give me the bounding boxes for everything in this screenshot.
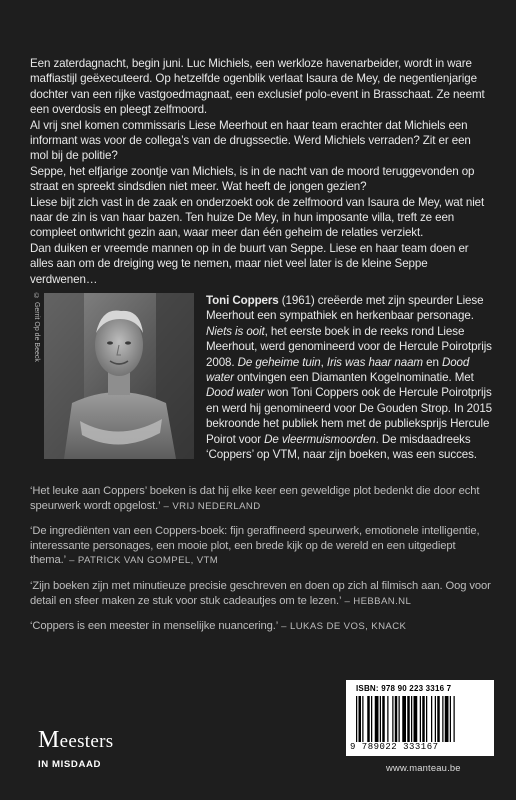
blurb-paragraph: Dan duiken er vreemde mannen op in de buurt van Seppe. Liese en haar team doen er alles aan om de dreiging weg te nemen, maar niet veel later is de kleine Seppe verdwenen… xyxy=(30,241,469,286)
barcode-bar xyxy=(392,696,393,742)
bio-text: ontvingen een Diamanten Kogelnominatie. Met xyxy=(233,371,474,385)
logo-subtitle: IN MISDAAD xyxy=(38,759,102,770)
bio-text: en xyxy=(422,355,442,369)
author-name: Toni Coppers xyxy=(206,294,279,307)
blurb-paragraph: Een zaterdagnacht, begin juni. Luc Michiels, een werkloze havenarbeider, wordt in ware maffiastijl geëxecuteerd. Op hetzelfde ogenblik verlaat Isaura de Mey, de negentienjarige dochter van een rijke vastgoedmagnaat, een exclusief polo-event in Brasschaat. Ze neemt een overdosis en pleegt zelfmoord. xyxy=(30,57,485,117)
barcode-bar xyxy=(437,696,440,742)
barcode-bar xyxy=(371,696,372,742)
barcode-bar xyxy=(359,696,362,742)
quote-text: ‘Coppers is een meester in menselijke nuancering.’ xyxy=(30,620,279,633)
quote-source: – LUKAS DE VOS, KNACK xyxy=(278,621,407,633)
barcode-bar xyxy=(435,696,436,742)
barcode-bar xyxy=(445,696,449,742)
barcode-digits: 9 789022 333167 xyxy=(350,742,439,752)
bio-text: won Toni Coppers ook de Hercule Poirotprijs en werd hij genomineerd voor De Gouden Strop. In 2015 bekroonde het publiek hem met de publieksprijs Hercule Poirot voor xyxy=(206,386,493,446)
book-title: Niets is ooit xyxy=(206,324,265,338)
blurb-paragraph: Al vrij snel komen commissaris Liese Meerhout en haar team erachter dat Michiels een informant was voor de collega’s van de drugssectie. Werd Michiels verraden? Zit er een mol bij de politie? xyxy=(30,118,471,163)
book-title: De geheime tuin xyxy=(237,355,321,369)
quote-text: ‘De ingrediënten van een Coppers-boek: fijn geraffineerd speurwerk, emotionele intelligentie, interessante personages, een mooie plot, een brede kijk op de wereld en een uitgediept thema.’ xyxy=(30,525,480,567)
blurb-paragraph: Seppe, het elfjarige zoontje van Michiels, is in de nacht van de moord teruggevonden op straat en spreekt sindsdien niet meer. Wat heeft de jongen gezien? xyxy=(30,164,475,194)
barcode-bar xyxy=(399,696,400,742)
barcode-bar xyxy=(454,696,455,742)
press-quote xyxy=(30,619,492,635)
press-quotes xyxy=(30,484,492,645)
author-bio xyxy=(206,293,496,462)
blurb-paragraph: Liese bijt zich vast in de zaak en onderzoekt ook de zelfmoord van Isaura de Mey, wat niet naar de zin is van haar bazen. Ten huize De Mey, in hun imposante villa, treft ze een compleet ontwricht gezin aan, waar meer dan één geheim de relaties verziekt. xyxy=(30,195,485,240)
book-title: Dood water xyxy=(206,386,265,400)
quote-source: – PATRICK VAN GOMPEL, VTM xyxy=(66,555,219,567)
bio-text: . De misdaadreeks ‘Coppers’ op VTM, naar zijn boeken, was een succes. xyxy=(206,432,477,462)
bio-text: , xyxy=(320,355,327,369)
book-title: Dood water xyxy=(206,355,470,385)
barcode-bar xyxy=(426,696,427,742)
barcode-image xyxy=(356,696,484,742)
barcode-bar xyxy=(422,696,425,742)
barcode-bar xyxy=(380,696,381,742)
logo-initial: M xyxy=(38,727,60,753)
press-quote xyxy=(30,579,492,609)
author-section xyxy=(30,293,492,463)
photo-credit: © Gerrit Op de Beeck xyxy=(33,293,40,362)
press-quote xyxy=(30,524,492,569)
barcode-bar xyxy=(362,696,363,742)
book-title: De vleermuismoorden xyxy=(264,432,376,446)
barcode-bar xyxy=(450,696,451,742)
barcode-bar xyxy=(395,696,398,742)
barcode-bar xyxy=(411,696,412,742)
publisher-series-logo xyxy=(38,727,113,772)
author-photo xyxy=(44,293,194,459)
isbn-label: ISBN: 978 90 223 3316 7 xyxy=(356,684,452,693)
barcode-bar xyxy=(387,696,388,742)
blurb-text xyxy=(30,56,492,287)
logo-wordmark xyxy=(38,727,113,754)
publisher-website: www.manteau.be xyxy=(386,762,461,773)
bio-text: , het eerste boek in de reeks rond Liese Meerhout, werd genomineerd voor de Hercule Poirotprijs 2008. xyxy=(206,324,492,369)
press-quote xyxy=(30,484,492,514)
author-portrait-image xyxy=(44,293,194,459)
logo-text: eesters xyxy=(59,731,114,752)
quote-text: ‘Zijn boeken zijn met minutieuze precisie geschreven en doen op zich al filmisch aan. Oog voor detail en sfeer maken ze stuk voor stuk cadeautjes om te lezen.’ xyxy=(30,579,491,607)
quote-text: ‘Het leuke aan Coppers’ boeken is dat hij elke keer een geweldige plot bedenkt die door echt speurwerk wordt opgelost.’ xyxy=(30,485,480,512)
book-title: Iris was haar naam xyxy=(326,355,423,369)
barcode-bar xyxy=(356,696,357,742)
quote-source: – HEBBAN.NL xyxy=(341,595,412,607)
quote-source: – VRIJ NEDERLAND xyxy=(160,500,261,512)
barcode-bar xyxy=(402,696,406,742)
barcode-bar xyxy=(414,696,418,742)
barcode-bar xyxy=(431,696,432,742)
isbn-barcode-box xyxy=(346,680,494,756)
barcode-bar xyxy=(442,696,443,742)
barcode-bar xyxy=(407,696,410,742)
barcode-bar xyxy=(367,696,370,742)
barcode-bar xyxy=(375,696,379,742)
bio-text: (1961) creëerde met zijn speurder Liese Meerhout een sympathiek en herkenbaar personage. xyxy=(206,294,484,323)
barcode-bar xyxy=(382,696,385,742)
barcode-bar xyxy=(420,696,421,742)
